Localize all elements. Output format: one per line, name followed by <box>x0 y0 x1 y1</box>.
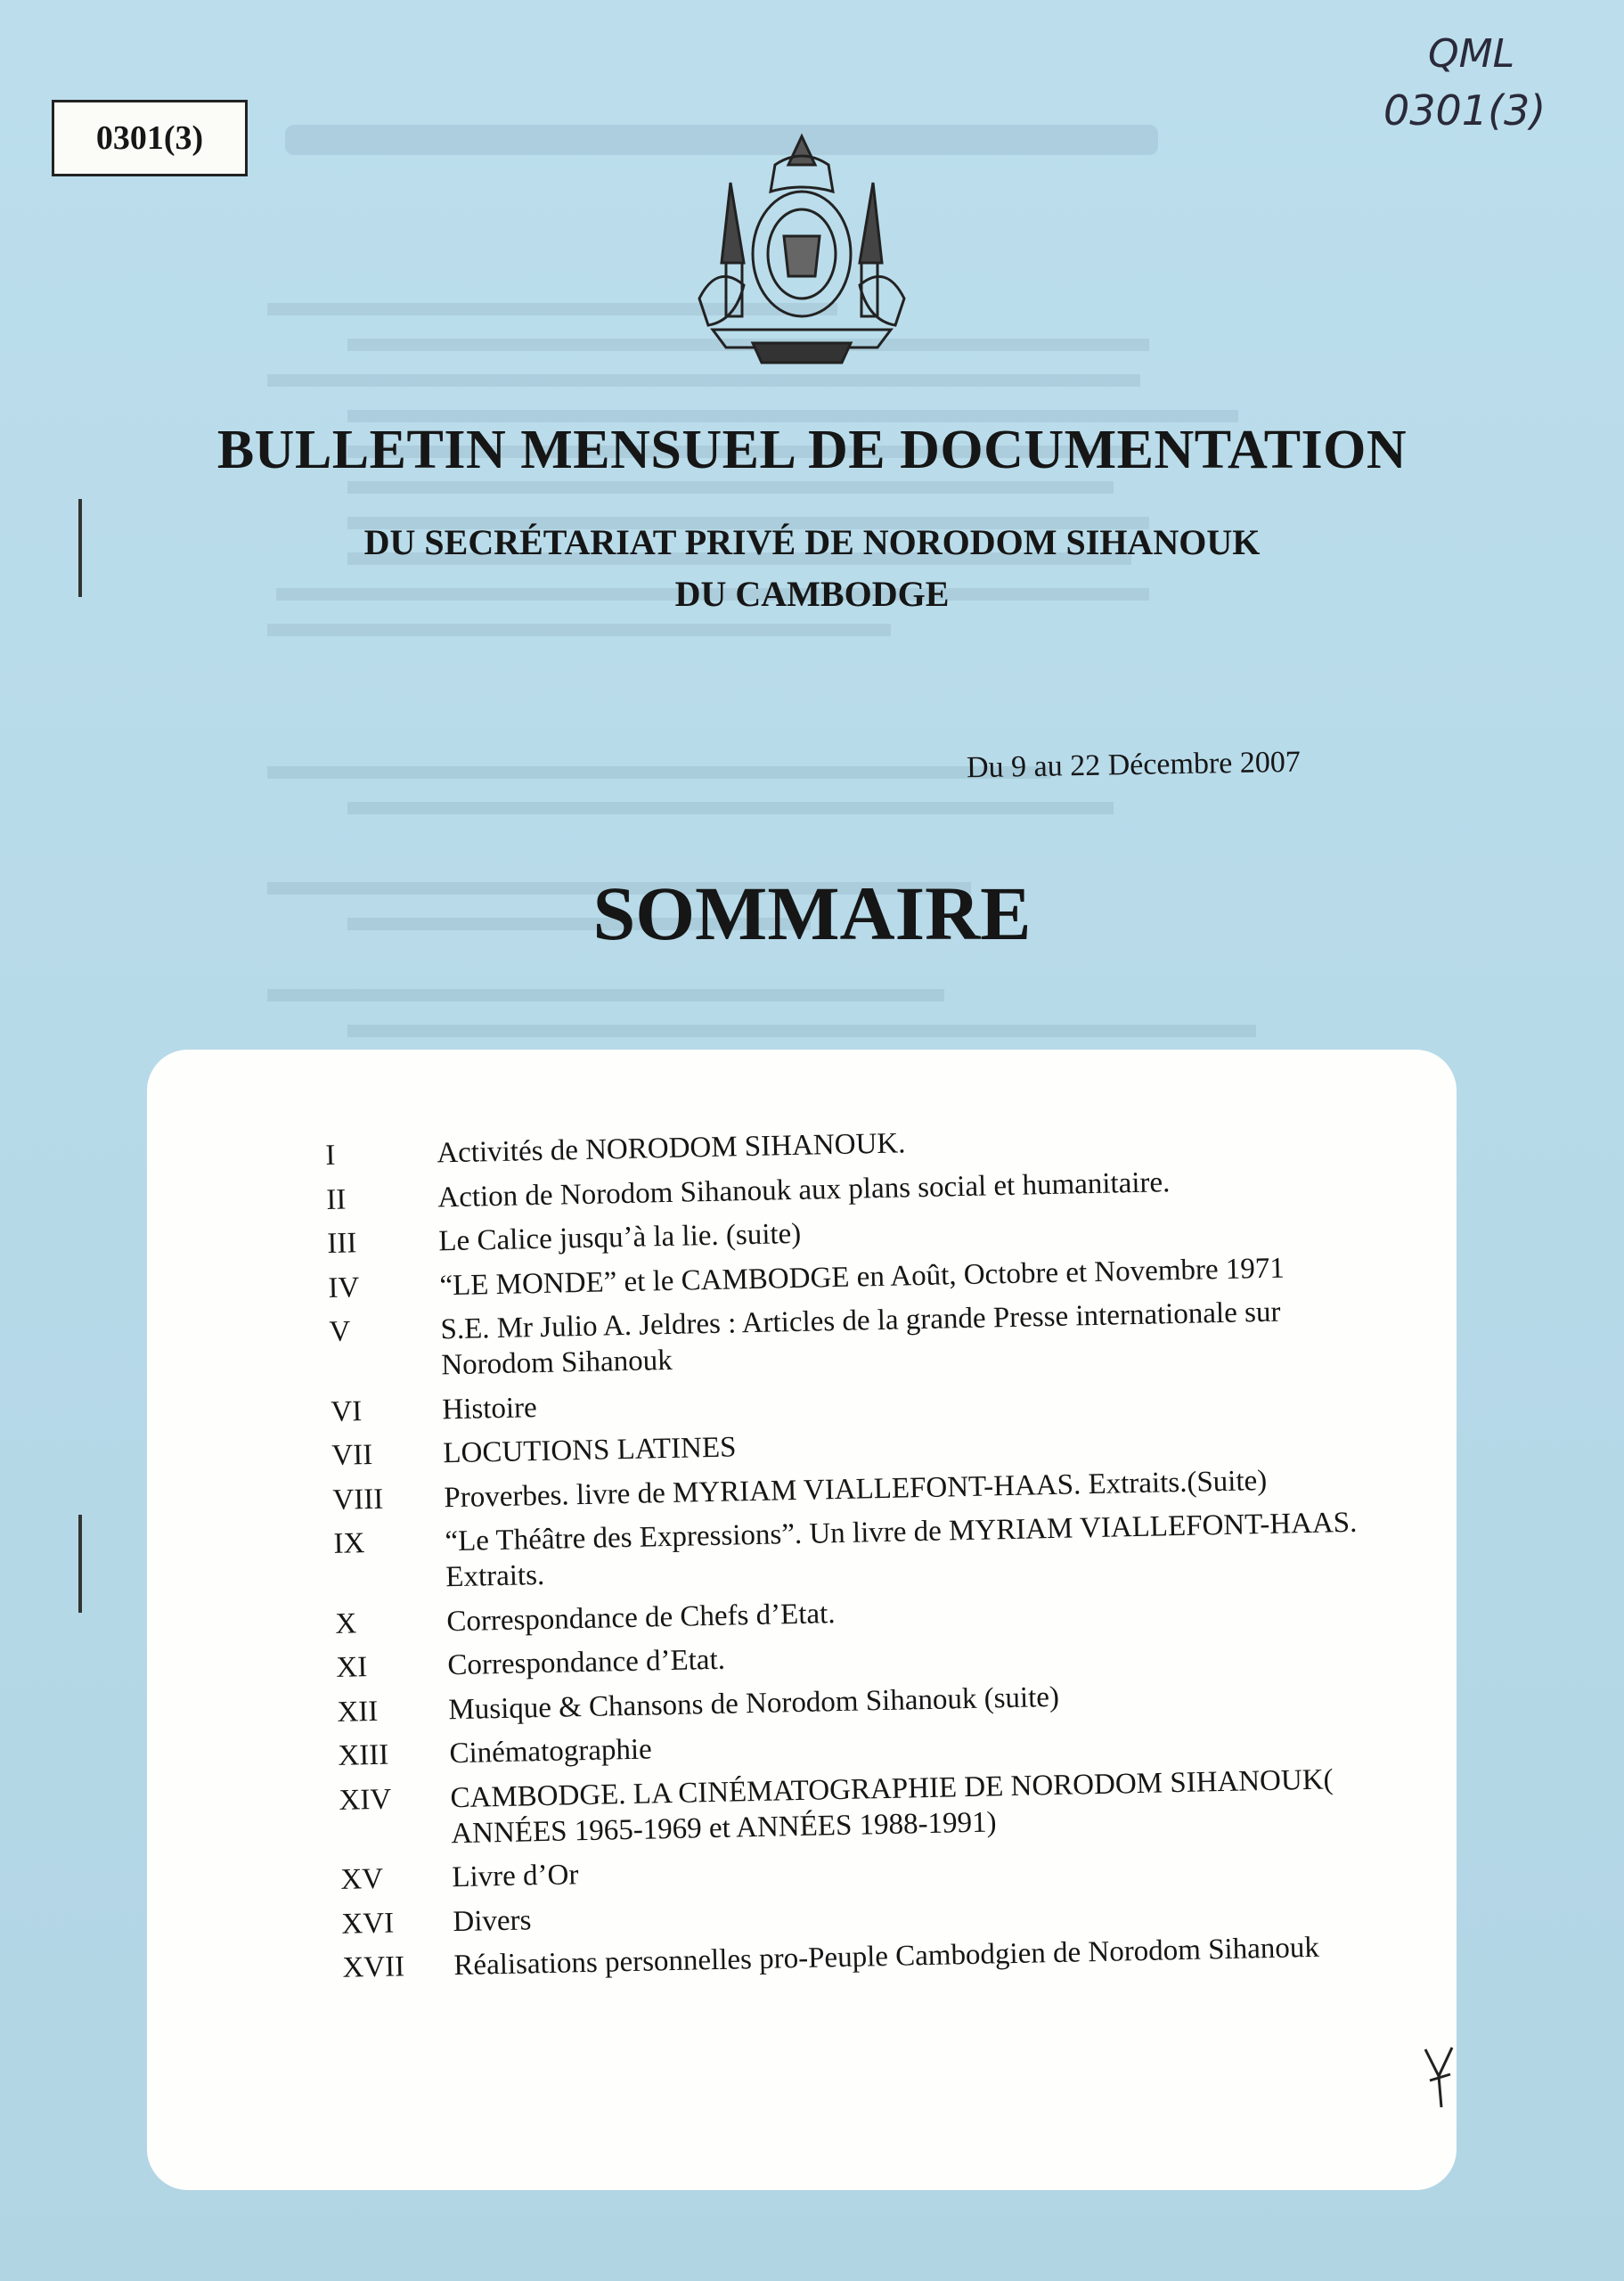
handwritten-check-mark <box>1416 2040 1461 2112</box>
bulletin-title: BULLETIN MENSUEL DE DOCUMENTATION <box>216 420 1408 480</box>
bulletin-subtitle-line-1: DU SECRÉTARIAT PRIVÉ DE NORODOM SIHANOUK <box>363 522 1261 562</box>
toc-entry <box>339 1762 1408 1854</box>
handwritten-catalog-note <box>1375 18 1571 143</box>
toc-entry <box>333 1505 1403 1598</box>
toc-entry-title: Histoire <box>442 1391 538 1426</box>
toc-entry-number: III <box>327 1227 357 1261</box>
date-range: Du 9 au 22 Décembre 2007 <box>966 745 1302 785</box>
staple-bottom <box>78 1515 82 1613</box>
toc-entry-title: “Le Théâtre des Expressions”. Un livre de MYRIAM VIALLEFONT-HAAS. Extraits. <box>445 1507 1358 1594</box>
toc-entry-number: VII <box>331 1439 373 1473</box>
bulletin-subtitle-line-2: DU CAMBODGE <box>674 574 950 614</box>
catalog-sticker <box>52 100 248 176</box>
toc-entry-number: V <box>329 1315 351 1349</box>
toc-entry-number: XVII <box>342 1950 405 1985</box>
toc-entry-number: XV <box>340 1862 384 1896</box>
toc-entry-title: Proverbes. livre de MYRIAM VIALLEFONT-HAAS. Extraits.(Suite) <box>444 1464 1268 1515</box>
toc-entry-number: XVI <box>341 1907 395 1941</box>
toc-entry-title: LOCUTIONS LATINES <box>443 1431 737 1470</box>
toc-entry-number: XI <box>336 1651 368 1684</box>
table-of-contents <box>325 1116 1412 1996</box>
toc-entry-number: IV <box>328 1271 360 1304</box>
toc-entry-number: I <box>325 1139 336 1172</box>
toc-entry-number: XII <box>337 1695 379 1729</box>
toc-entry-number: VIII <box>332 1483 384 1517</box>
toc-entry-title: Musique & Chansons de Norodom Sihanouk (suite) <box>448 1680 1060 1726</box>
handwritten-line-2: 0301(3) <box>1383 86 1546 135</box>
table-of-contents-panel <box>147 1050 1457 2190</box>
toc-entry-title: “LE MONDE” et le CAMBODGE en Août, Octobre et Novembre 1971 <box>439 1252 1285 1303</box>
toc-entry-title: Divers <box>453 1904 532 1938</box>
toc-entry-title: Livre d’Or <box>452 1859 579 1894</box>
toc-entry-number: II <box>326 1183 347 1216</box>
toc-entry-title: Réalisations personnelles pro-Peuple Cambodgien de Norodom Sihanouk <box>453 1932 1320 1983</box>
toc-entry-number: XIV <box>339 1783 392 1817</box>
catalog-sticker-label: 0301(3) <box>95 119 204 157</box>
sommaire-heading: SOMMAIRE <box>592 871 1032 956</box>
royal-coat-of-arms-icon <box>690 129 913 365</box>
toc-entry <box>329 1293 1399 1386</box>
toc-entry-number: X <box>335 1607 357 1640</box>
handwritten-line-1: QML <box>1428 31 1515 77</box>
toc-entry-title: Cinématographie <box>449 1733 653 1770</box>
toc-entry-number: XIII <box>338 1738 389 1773</box>
toc-entry-title: Correspondance d’Etat. <box>447 1643 726 1682</box>
toc-entry-title: Activités de NORODOM SIHANOUK. <box>436 1127 906 1170</box>
toc-entry-number: VI <box>331 1394 363 1428</box>
toc-entry-title: Action de Norodom Sihanouk aux plans social et humanitaire. <box>437 1165 1171 1214</box>
toc-entry-title: Le Calice jusqu’à la lie. (suite) <box>438 1218 802 1258</box>
toc-entry-title: S.E. Mr Julio A. Jeldres : Articles de la grande Presse internationale sur Norodom Sihanouk <box>440 1296 1281 1382</box>
toc-entry-title: Correspondance de Chefs d’Etat. <box>445 1597 836 1638</box>
toc-entry-title: CAMBODGE. LA CINÉMATOGRAPHIE DE NORODOM SIHANOUK( ANNÉES 1965-1969 et ANNÉES 1988-1991) <box>450 1763 1334 1850</box>
toc-entry-number: IX <box>333 1527 365 1561</box>
